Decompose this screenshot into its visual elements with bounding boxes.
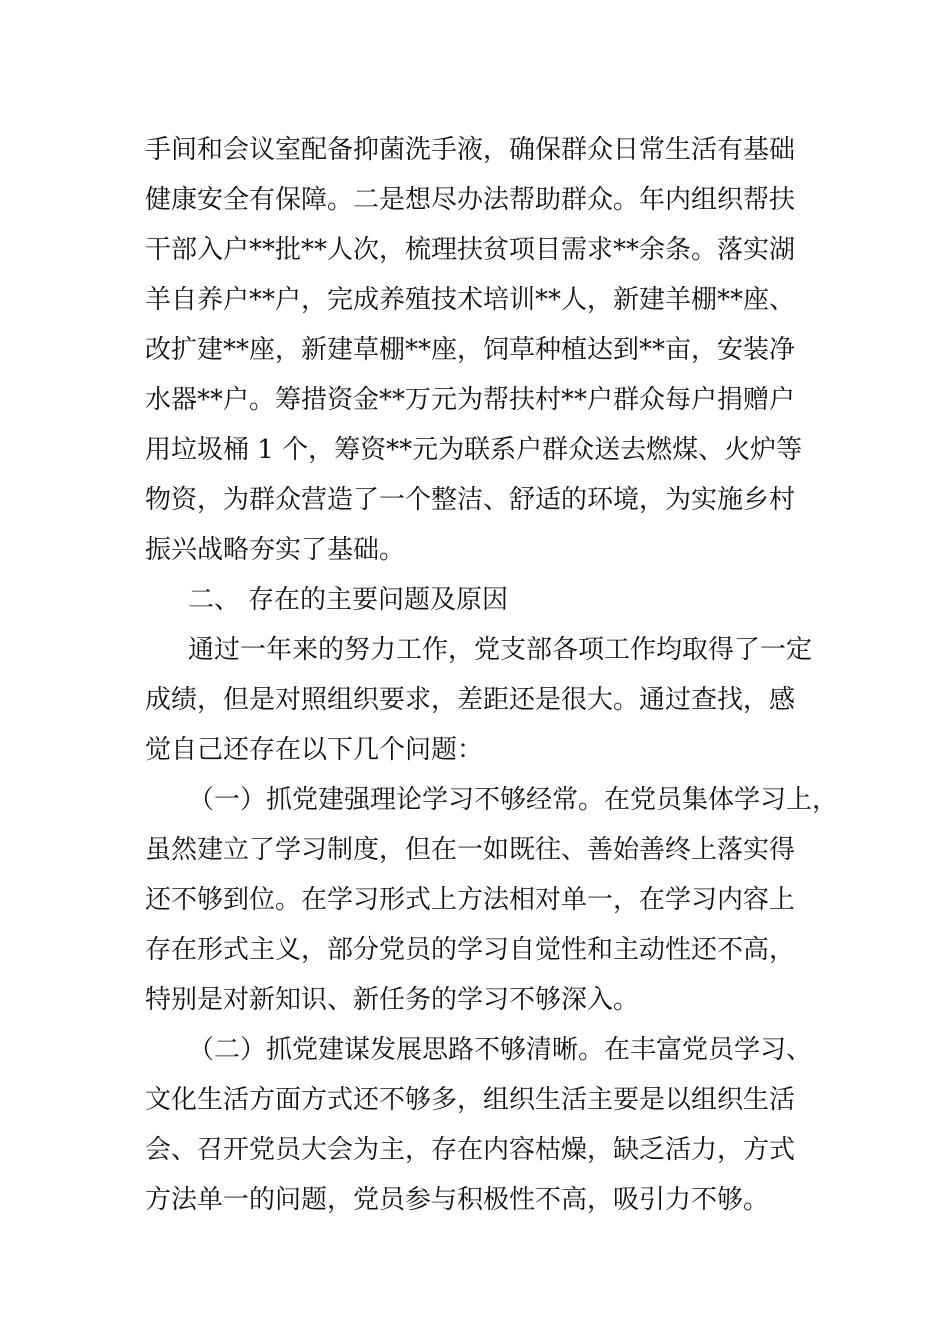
paragraph-line: 健康安全有保障。二是想尽办法帮助群众。年内组织帮扶: [145, 185, 796, 215]
intro-line: 成绩，但是对照组织要求，差距还是很大。通过查找，感: [145, 685, 796, 715]
item-one-line: 特别是对新知识、新任务的学习不够深入。: [145, 985, 640, 1015]
section-heading: 存在的主要问题及原因: [248, 585, 509, 615]
item-two-line: 文化生活方面方式还不够多，组织生活主要是以组织生活: [145, 1085, 796, 1115]
item-two-line: （二）抓党建谋发展思路不够清晰。在丰富党员学习、: [188, 1035, 813, 1065]
item-one-line: 还不够到位。在学习形式上方法相对单一，在学习内容上: [145, 885, 796, 915]
intro-line: 通过一年来的努力工作，党支部各项工作均取得了一定: [188, 635, 813, 665]
item-one-line: 虽然建立了学习制度，但在一如既往、善始善终上落实得: [145, 835, 796, 865]
paragraph-line: 物资，为群众营造了一个整洁、舒适的环境，为实施乡村: [145, 485, 796, 515]
item-one-line: 存在形式主义，部分党员的学习自觉性和主动性还不高，: [145, 935, 796, 965]
item-one-line: （一）抓党建强理论学习不够经常。在党员集体学习上，: [188, 785, 839, 815]
paragraph-line: 水器**户。筹措资金**万元为帮扶村**户群众每户捐赠户: [145, 385, 796, 415]
paragraph-line: 手间和会议室配备抑菌洗手液，确保群众日常生活有基础: [145, 135, 796, 165]
paragraph-line: 改扩建**座，新建草棚**座，饲草种植达到**亩，安装净: [145, 335, 796, 365]
intro-line: 觉自己还存在以下几个问题：: [145, 735, 484, 765]
paragraph-line: 用垃圾桶 1 个，筹资**元为联系户群众送去燃煤、火炉等: [145, 435, 803, 465]
paragraph-line: 干部入户**批**人次，梳理扶贫项目需求**余条。落实湖: [145, 235, 796, 265]
paragraph-line: 羊自养户**户，完成养殖技术培训**人，新建羊棚**座、: [145, 285, 796, 315]
section-number: 二、: [188, 585, 241, 615]
item-two-line: 方法单一的问题，党员参与积极性不高，吸引力不够。: [145, 1185, 770, 1215]
item-two-line: 会、召开党员大会为主，存在内容枯燥，缺乏活力，方式: [145, 1135, 796, 1165]
paragraph-line: 振兴战略夯实了基础。: [145, 535, 406, 565]
